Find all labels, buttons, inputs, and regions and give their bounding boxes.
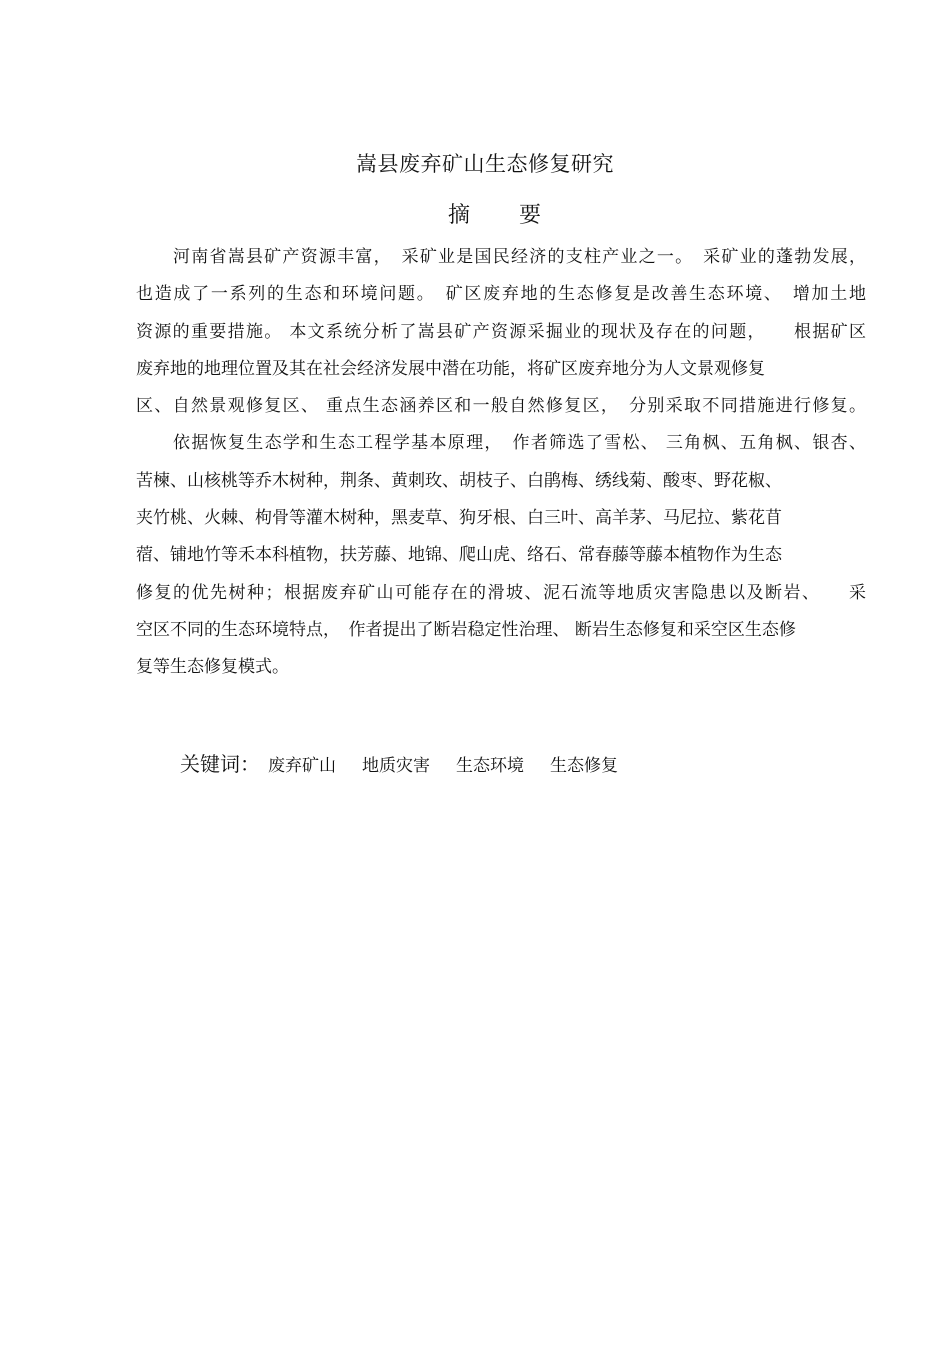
keyword-item: 生态修复 [550,756,618,776]
paragraph-line: 复等生态修复模式。 [136,657,289,678]
keywords-label: 关键词： [180,752,260,776]
paragraph-line: 依据恢复生态学和生态工程学基本原理， 作者筛选了雪松、 三角枫、五角枫、银杏、 [173,433,866,454]
abstract-paragraph-1 [136,239,866,425]
abstract-paragraph-2 [136,425,866,686]
abstract-heading [0,198,950,229]
abstract-heading-char-2: 要 [519,203,543,228]
paragraph-line: 夹竹桃、火棘、枸骨等灌木树种，黑麦草、狗牙根、白三叶、高羊茅、马尼拉、紫花苜 [136,508,782,529]
keywords-row [180,748,644,777]
keyword-item: 废弃矿山 [268,756,336,776]
paragraph-line: 蓿、铺地竹等禾本科植物，扶芳藤、地锦、爬山虎、络石、常春藤等藤本植物作为生态 [136,545,782,566]
paragraph-line: 苦楝、山核桃等乔木树种，荆条、黄刺玫、胡枝子、白鹃梅、绣线菊、酸枣、野花椒、 [136,470,782,491]
paragraph-line: 区、自然景观修复区、 重点生态涵养区和一般自然修复区， 分别采取不同措施进行修复。 [136,396,866,417]
paragraph-line: 河南省嵩县矿产资源丰富， 采矿业是国民经济的支柱产业之一。 采矿业的蓬勃发展， [173,247,866,267]
paragraph-line: 空区不同的生态环境特点， 作者提出了断岩稳定性治理、 断岩生态修复和采空区生态修 [136,619,796,640]
paragraph-line: 也造成了一系列的生态和环境问题。 矿区废弃地的生态修复是改善生态环境、 增加土地 [136,284,866,305]
keyword-item: 生态环境 [456,756,524,776]
abstract-body [136,239,866,687]
document-title: 嵩县废弃矿山生态修复研究 [356,152,614,176]
paragraph-line: 修复的优先树种；根据废弃矿山可能存在的滑坡、泥石流等地质灾害隐患以及断岩、 采 [136,582,866,603]
paragraph-line: 废弃地的地理位置及其在社会经济发展中潜在功能，将矿区废弃地分为人文景观修复 [136,358,765,379]
keyword-item: 地质灾害 [362,756,430,776]
abstract-heading-char-1: 摘 [447,203,471,228]
paragraph-line: 资源的重要措施。 本文系统分析了嵩县矿产资源采掘业的现状及存在的问题， 根据矿区 [136,321,866,342]
